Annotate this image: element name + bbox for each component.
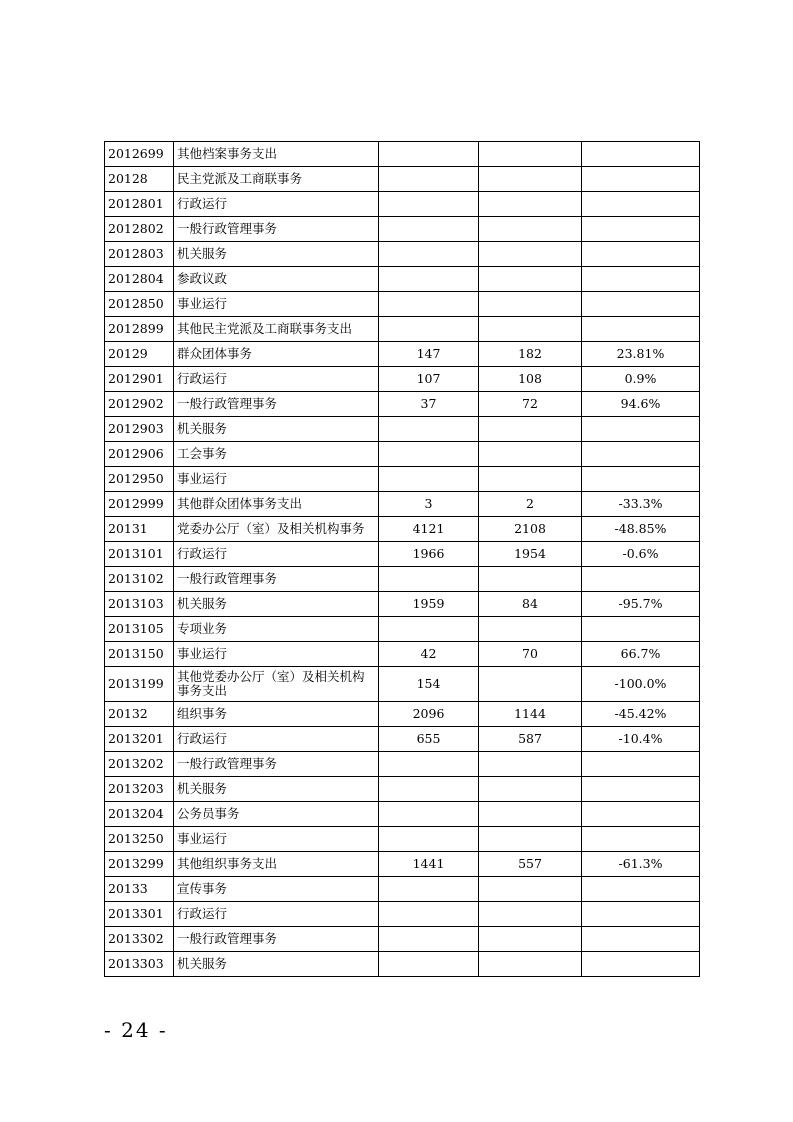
cell-code: 2013103 bbox=[105, 592, 174, 617]
table-row bbox=[105, 392, 700, 417]
cell-value-2: 72 bbox=[479, 392, 582, 417]
cell-value-2: 70 bbox=[479, 642, 582, 667]
cell-code: 2012999 bbox=[105, 492, 174, 517]
table-row bbox=[105, 542, 700, 567]
cell-percent-change: -45.42% bbox=[582, 702, 700, 727]
cell-name: 事业运行 bbox=[174, 642, 379, 667]
table-row bbox=[105, 242, 700, 267]
cell-percent-change bbox=[582, 617, 700, 642]
cell-code: 2012950 bbox=[105, 467, 174, 492]
cell-name: 一般行政管理事务 bbox=[174, 927, 379, 952]
table-row bbox=[105, 702, 700, 727]
cell-code: 2013303 bbox=[105, 952, 174, 977]
cell-value-2 bbox=[479, 317, 582, 342]
table-row bbox=[105, 617, 700, 642]
cell-value-1 bbox=[379, 617, 479, 642]
table-row bbox=[105, 877, 700, 902]
table-row bbox=[105, 592, 700, 617]
cell-code: 2013101 bbox=[105, 542, 174, 567]
cell-code: 20133 bbox=[105, 877, 174, 902]
cell-value-2 bbox=[479, 567, 582, 592]
cell-name: 其他档案事务支出 bbox=[174, 142, 379, 167]
cell-name: 机关服务 bbox=[174, 777, 379, 802]
cell-code: 2013105 bbox=[105, 617, 174, 642]
cell-percent-change bbox=[582, 902, 700, 927]
table-row bbox=[105, 952, 700, 977]
cell-code: 2012803 bbox=[105, 242, 174, 267]
cell-percent-change: 0.9% bbox=[582, 367, 700, 392]
table-row bbox=[105, 417, 700, 442]
cell-value-2: 2108 bbox=[479, 517, 582, 542]
cell-percent-change bbox=[582, 567, 700, 592]
cell-value-1 bbox=[379, 192, 479, 217]
cell-value-2 bbox=[479, 752, 582, 777]
cell-name: 机关服务 bbox=[174, 592, 379, 617]
cell-percent-change bbox=[582, 827, 700, 852]
cell-name: 组织事务 bbox=[174, 702, 379, 727]
table-row bbox=[105, 902, 700, 927]
cell-code: 2012850 bbox=[105, 292, 174, 317]
cell-value-2: 587 bbox=[479, 727, 582, 752]
cell-value-1 bbox=[379, 902, 479, 927]
cell-name: 一般行政管理事务 bbox=[174, 752, 379, 777]
cell-percent-change bbox=[582, 752, 700, 777]
cell-value-2 bbox=[479, 617, 582, 642]
cell-code: 2013202 bbox=[105, 752, 174, 777]
cell-percent-change bbox=[582, 927, 700, 952]
table-row bbox=[105, 167, 700, 192]
cell-value-1 bbox=[379, 877, 479, 902]
cell-value-1 bbox=[379, 802, 479, 827]
cell-value-1 bbox=[379, 167, 479, 192]
table-row bbox=[105, 517, 700, 542]
cell-value-2 bbox=[479, 827, 582, 852]
cell-percent-change: -0.6% bbox=[582, 542, 700, 567]
cell-value-2 bbox=[479, 292, 582, 317]
cell-value-2: 182 bbox=[479, 342, 582, 367]
cell-name: 一般行政管理事务 bbox=[174, 392, 379, 417]
table-row bbox=[105, 467, 700, 492]
cell-percent-change: -61.3% bbox=[582, 852, 700, 877]
cell-code: 20131 bbox=[105, 517, 174, 542]
cell-value-1: 2096 bbox=[379, 702, 479, 727]
cell-percent-change bbox=[582, 442, 700, 467]
cell-percent-change bbox=[582, 802, 700, 827]
table-row bbox=[105, 317, 700, 342]
cell-value-2: 108 bbox=[479, 367, 582, 392]
cell-code: 2013301 bbox=[105, 902, 174, 927]
table-row bbox=[105, 802, 700, 827]
cell-percent-change bbox=[582, 142, 700, 167]
cell-value-1: 42 bbox=[379, 642, 479, 667]
cell-code: 2013204 bbox=[105, 802, 174, 827]
cell-value-2 bbox=[479, 417, 582, 442]
table-row bbox=[105, 567, 700, 592]
cell-percent-change bbox=[582, 192, 700, 217]
cell-code: 2012801 bbox=[105, 192, 174, 217]
cell-name: 一般行政管理事务 bbox=[174, 217, 379, 242]
cell-percent-change: 23.81% bbox=[582, 342, 700, 367]
cell-name: 行政运行 bbox=[174, 727, 379, 752]
cell-name: 其他组织事务支出 bbox=[174, 852, 379, 877]
cell-value-1 bbox=[379, 777, 479, 802]
cell-value-2 bbox=[479, 667, 582, 702]
cell-percent-change bbox=[582, 242, 700, 267]
cell-code: 2013302 bbox=[105, 927, 174, 952]
cell-percent-change bbox=[582, 292, 700, 317]
cell-value-1: 655 bbox=[379, 727, 479, 752]
cell-value-1: 1959 bbox=[379, 592, 479, 617]
cell-value-1: 37 bbox=[379, 392, 479, 417]
table-row bbox=[105, 442, 700, 467]
cell-code: 2012802 bbox=[105, 217, 174, 242]
table-row bbox=[105, 192, 700, 217]
cell-percent-change bbox=[582, 777, 700, 802]
cell-name: 行政运行 bbox=[174, 902, 379, 927]
cell-name: 宣传事务 bbox=[174, 877, 379, 902]
table-body bbox=[105, 142, 700, 977]
cell-value-1 bbox=[379, 267, 479, 292]
cell-code: 2012901 bbox=[105, 367, 174, 392]
cell-percent-change bbox=[582, 167, 700, 192]
cell-value-1: 147 bbox=[379, 342, 479, 367]
cell-code: 2013150 bbox=[105, 642, 174, 667]
page-number: - 24 - bbox=[104, 1018, 168, 1042]
cell-value-1 bbox=[379, 467, 479, 492]
table-row bbox=[105, 292, 700, 317]
table-row bbox=[105, 752, 700, 777]
cell-percent-change: -33.3% bbox=[582, 492, 700, 517]
cell-code: 2013102 bbox=[105, 567, 174, 592]
table-row bbox=[105, 727, 700, 752]
cell-value-1 bbox=[379, 242, 479, 267]
cell-value-1 bbox=[379, 442, 479, 467]
table-row bbox=[105, 217, 700, 242]
cell-name: 行政运行 bbox=[174, 367, 379, 392]
cell-name: 行政运行 bbox=[174, 542, 379, 567]
cell-value-2: 1954 bbox=[479, 542, 582, 567]
cell-value-2 bbox=[479, 877, 582, 902]
cell-value-2 bbox=[479, 902, 582, 927]
table-row bbox=[105, 492, 700, 517]
cell-code: 20129 bbox=[105, 342, 174, 367]
cell-name: 工会事务 bbox=[174, 442, 379, 467]
cell-percent-change: 94.6% bbox=[582, 392, 700, 417]
table-row bbox=[105, 852, 700, 877]
cell-name: 行政运行 bbox=[174, 192, 379, 217]
cell-percent-change bbox=[582, 217, 700, 242]
cell-name: 其他民主党派及工商联事务支出 bbox=[174, 317, 379, 342]
cell-value-2 bbox=[479, 467, 582, 492]
cell-value-2 bbox=[479, 242, 582, 267]
cell-code: 2012804 bbox=[105, 267, 174, 292]
cell-name: 其他群众团体事务支出 bbox=[174, 492, 379, 517]
cell-value-2 bbox=[479, 777, 582, 802]
cell-name: 事业运行 bbox=[174, 467, 379, 492]
table-row bbox=[105, 927, 700, 952]
cell-code: 20132 bbox=[105, 702, 174, 727]
budget-table bbox=[104, 141, 700, 977]
cell-value-1: 154 bbox=[379, 667, 479, 702]
cell-percent-change: -10.4% bbox=[582, 727, 700, 752]
cell-name: 公务员事务 bbox=[174, 802, 379, 827]
cell-value-2: 84 bbox=[479, 592, 582, 617]
cell-percent-change: -48.85% bbox=[582, 517, 700, 542]
table-row bbox=[105, 342, 700, 367]
cell-value-1 bbox=[379, 417, 479, 442]
cell-code: 2013203 bbox=[105, 777, 174, 802]
cell-value-1 bbox=[379, 317, 479, 342]
cell-name: 机关服务 bbox=[174, 242, 379, 267]
cell-code: 2013299 bbox=[105, 852, 174, 877]
cell-value-2: 2 bbox=[479, 492, 582, 517]
cell-code: 2012906 bbox=[105, 442, 174, 467]
cell-value-1 bbox=[379, 927, 479, 952]
cell-value-1: 4121 bbox=[379, 517, 479, 542]
cell-value-2 bbox=[479, 442, 582, 467]
cell-value-1 bbox=[379, 952, 479, 977]
cell-name: 机关服务 bbox=[174, 417, 379, 442]
cell-value-1: 1966 bbox=[379, 542, 479, 567]
cell-value-1 bbox=[379, 142, 479, 167]
cell-value-2 bbox=[479, 192, 582, 217]
cell-code: 2013250 bbox=[105, 827, 174, 852]
cell-percent-change bbox=[582, 467, 700, 492]
cell-name: 党委办公厅（室）及相关机构事务 bbox=[174, 517, 379, 542]
cell-value-1 bbox=[379, 292, 479, 317]
cell-value-1: 3 bbox=[379, 492, 479, 517]
cell-value-2 bbox=[479, 142, 582, 167]
cell-value-2 bbox=[479, 952, 582, 977]
cell-code: 2012902 bbox=[105, 392, 174, 417]
cell-name: 机关服务 bbox=[174, 952, 379, 977]
cell-percent-change bbox=[582, 317, 700, 342]
cell-percent-change: -100.0% bbox=[582, 667, 700, 702]
cell-name: 群众团体事务 bbox=[174, 342, 379, 367]
cell-value-2 bbox=[479, 217, 582, 242]
table-row bbox=[105, 267, 700, 292]
cell-percent-change: -95.7% bbox=[582, 592, 700, 617]
cell-percent-change bbox=[582, 952, 700, 977]
cell-value-1: 107 bbox=[379, 367, 479, 392]
cell-value-2: 1144 bbox=[479, 702, 582, 727]
table-row bbox=[105, 642, 700, 667]
cell-name: 事业运行 bbox=[174, 292, 379, 317]
cell-code: 2013199 bbox=[105, 667, 174, 702]
cell-code: 2013201 bbox=[105, 727, 174, 752]
cell-code: 2012899 bbox=[105, 317, 174, 342]
table-row bbox=[105, 777, 700, 802]
cell-name: 专项业务 bbox=[174, 617, 379, 642]
cell-name: 民主党派及工商联事务 bbox=[174, 167, 379, 192]
cell-value-1 bbox=[379, 567, 479, 592]
cell-name: 参政议政 bbox=[174, 267, 379, 292]
cell-code: 20128 bbox=[105, 167, 174, 192]
cell-name: 事业运行 bbox=[174, 827, 379, 852]
cell-percent-change bbox=[582, 877, 700, 902]
cell-percent-change bbox=[582, 267, 700, 292]
table-row bbox=[105, 827, 700, 852]
table-row bbox=[105, 667, 700, 702]
cell-value-2 bbox=[479, 267, 582, 292]
cell-value-2 bbox=[479, 802, 582, 827]
cell-name: 其他党委办公厅（室）及相关机构事务支出 bbox=[174, 667, 379, 702]
cell-value-1 bbox=[379, 827, 479, 852]
cell-value-1: 1441 bbox=[379, 852, 479, 877]
cell-value-1 bbox=[379, 217, 479, 242]
cell-value-2: 557 bbox=[479, 852, 582, 877]
table-row bbox=[105, 367, 700, 392]
cell-code: 2012699 bbox=[105, 142, 174, 167]
table-row bbox=[105, 142, 700, 167]
cell-percent-change: 66.7% bbox=[582, 642, 700, 667]
cell-percent-change bbox=[582, 417, 700, 442]
cell-value-2 bbox=[479, 167, 582, 192]
cell-name: 一般行政管理事务 bbox=[174, 567, 379, 592]
cell-value-1 bbox=[379, 752, 479, 777]
cell-value-2 bbox=[479, 927, 582, 952]
cell-code: 2012903 bbox=[105, 417, 174, 442]
